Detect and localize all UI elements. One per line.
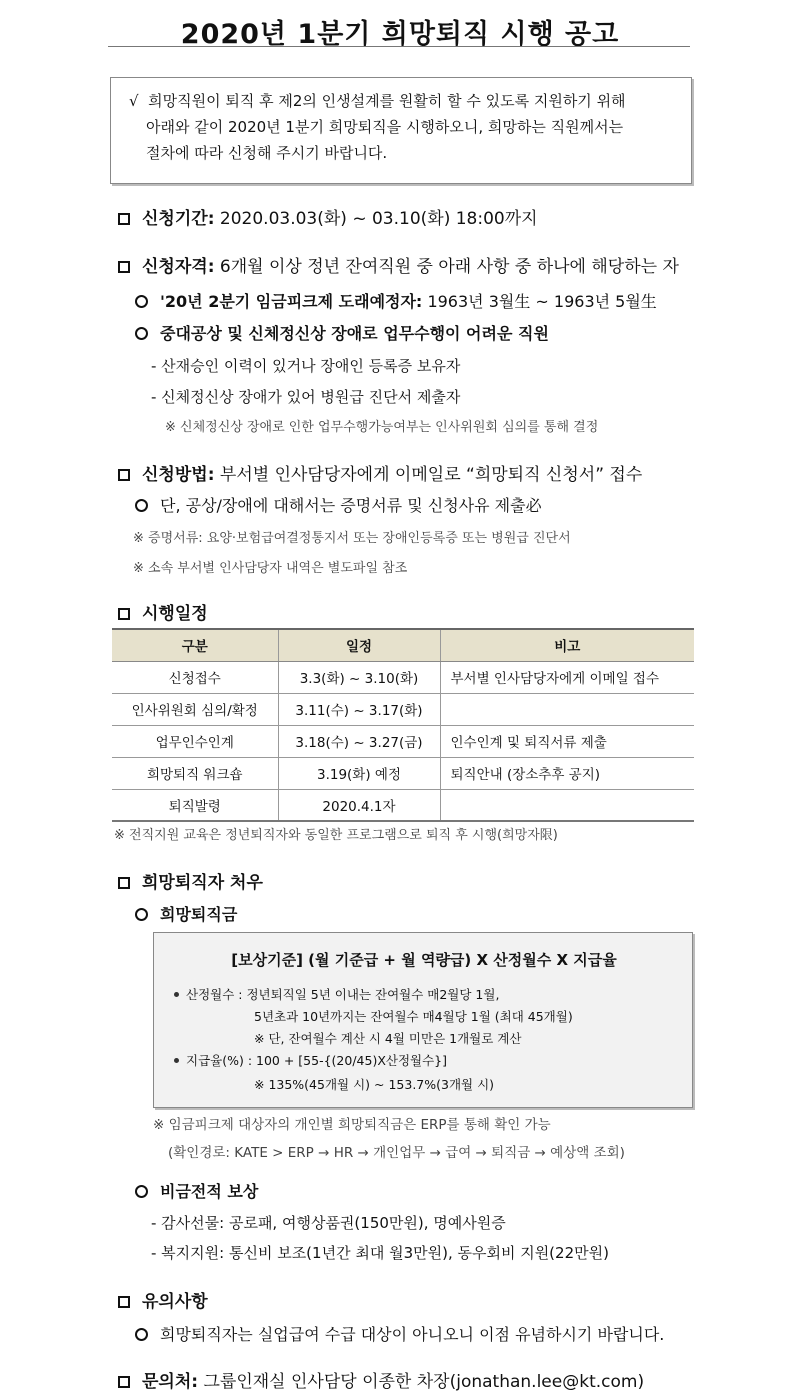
schedule-heading: 시행일정 [118,599,208,624]
square-bullet-icon [118,1376,130,1388]
square-bullet-icon [118,469,130,481]
circle-bullet-icon [135,327,148,340]
qualification-row: 신청자격: 6개월 이상 정년 잔여직원 중 아래 사항 중 하나에 해당하는 자 [118,252,679,277]
treatment-item-2: 비금전적 보상 [135,1179,258,1202]
square-bullet-icon [118,877,130,889]
circle-bullet-icon [135,908,148,921]
treatment-item-1: 희망퇴직금 [135,902,237,925]
table-cell: 3.11(수) ~ 3.17(화) [278,693,440,725]
circle-bullet-icon [135,1185,148,1198]
method-value: 부서별 인사담당자에게 이메일로 “희망퇴직 신청서” 접수 [219,465,643,485]
compensation-formula: [보상기준] (월 기준급 + 월 역량급) X 산정월수 X 지급율 [231,951,617,969]
table-row [112,757,694,789]
dot-bullet-icon [174,992,179,997]
treatment-heading: 희망퇴직자 처우 [118,868,263,893]
table-row [112,661,694,693]
compensation-line-1: 산정월수 : 정년퇴직일 5년 이내는 잔여월수 매2월당 1월, [174,985,499,1003]
square-bullet-icon [118,213,130,225]
table-cell: 부서별 인사담당자에게 이메일 접수 [440,661,694,693]
qualification-sub-1: - 산재승인 이력이 있거나 장애인 등록증 보유자 [151,357,461,375]
circle-bullet-icon [135,499,148,512]
title-divider [108,46,690,47]
table-cell: 희망퇴직 워크숍 [112,757,278,789]
notice-line-1: √ 희망직원이 퇴직 후 제2의 인생설계를 원활히 할 수 있도록 지원하기 위해 [129,92,626,110]
contact-value: 그룹인재실 인사담당 이종한 차장(jonathan.lee@kt.com) [203,1372,645,1392]
method-note-2: ※ 소속 부서별 인사담당자 내역은 별도파일 참조 [133,561,408,576]
table-cell: 퇴직발령 [112,789,278,821]
compensation-line-5: ※ 135%(45개월 시) ~ 153.7%(3개월 시) [254,1077,495,1092]
table-cell [440,789,694,821]
square-bullet-icon [118,1296,130,1308]
column-header: 구분 [112,629,278,661]
notice-box [110,77,692,184]
method-row: 신청방법: 부서별 인사담당자에게 이메일로 “희망퇴직 신청서” 접수 [118,460,642,485]
method-note-1: ※ 증명서류: 요양·보험급여결정통지서 또는 장애인등록증 또는 병원급 진단서 [133,531,571,546]
table-cell: 인사위원회 심의/확정 [112,693,278,725]
table-cell: 업무인수인계 [112,725,278,757]
treatment-note-1: ※ 임금피크제 대상자의 개인별 희망퇴직금은 ERP를 통해 확인 가능 [153,1117,551,1133]
table-cell: 퇴직안내 (장소추후 공지) [440,757,694,789]
table-cell: 인수인계 및 퇴직서류 제출 [440,725,694,757]
treatment-note-2: (확인경로: KATE > ERP → HR → 개인업무 → 급여 → 퇴직금 → 예상액 조회) [168,1145,625,1161]
table-cell: 2020.4.1자 [278,789,440,821]
method-item-1: 단, 공상/장애에 대해서는 증명서류 및 신청사유 제출必 [135,493,542,516]
table-row [112,789,694,821]
square-bullet-icon [118,608,130,620]
compensation-line-2: 5년초과 10년까지는 잔여월수 매4월당 1월 (최대 45개월) [254,1009,573,1024]
square-bullet-icon [118,261,130,273]
qualification-item-2: 중대공상 및 신체정신상 장애로 업무수행이 어려운 직원 [135,321,549,344]
table-cell: 3.3(화) ~ 3.10(화) [278,661,440,693]
page-title: 2020년 1분기 희망퇴직 시행 공고 [180,19,620,50]
caution-item-1: 희망퇴직자는 실업급여 수급 대상이 아니오니 이점 유념하시기 바랍니다. [135,1322,664,1345]
qualification-item-1: '20년 2분기 임금피크제 도래예정자: 1963년 3월生 ~ 1963년 5월生 [135,289,657,312]
notice-line-3: 절차에 따라 신청해 주시기 바랍니다. [146,144,388,162]
qualification-sub-2: - 신체정신상 장애가 있어 병원급 진단서 제출자 [151,388,461,406]
treatment-sub-1: - 감사선물: 공로패, 여행상품권(150만원), 명예사원증 [151,1214,506,1232]
column-header: 일정 [278,629,440,661]
period-row: 신청기간: 2020.03.03(화) ~ 03.10(화) 18:00까지 [118,204,538,229]
qualification-note: ※ 신체정신상 장애로 인한 업무수행가능여부는 인사위원회 심의를 통해 결정 [165,420,599,435]
column-header: 비고 [440,629,694,661]
schedule-note: ※ 전직지원 교육은 정년퇴직자와 동일한 프로그램으로 퇴직 후 시행(희망자限) [114,828,558,843]
table-row [112,693,694,725]
table-cell: 신청접수 [112,661,278,693]
circle-bullet-icon [135,295,148,308]
period-value: 2020.03.03(화) ~ 03.10(화) 18:00까지 [219,209,538,229]
table-cell: 3.18(수) ~ 3.27(금) [278,725,440,757]
treatment-sub-2: - 복지지원: 통신비 보조(1년간 최대 월3만원), 동우회비 지원(22만원) [151,1244,609,1262]
check-icon: √ [129,92,139,110]
dot-bullet-icon [174,1058,179,1063]
table-cell: 3.19(화) 예정 [278,757,440,789]
caution-heading: 유의사항 [118,1287,208,1312]
schedule-table [112,628,694,822]
compensation-line-3: ※ 단, 잔여월수 계산 시 4월 미만은 1개월로 계산 [254,1031,522,1046]
contact-row: 문의처: 그룹인재실 인사담당 이종한 차장(jonathan.lee@kt.com) [118,1367,644,1392]
table-row [112,725,694,757]
notice-line-2: 아래와 같이 2020년 1분기 희망퇴직을 시행하오니, 희망하는 직원께서는 [146,118,624,136]
table-header-row [112,629,694,661]
circle-bullet-icon [135,1328,148,1341]
compensation-box [153,932,693,1108]
qualification-value: 6개월 이상 정년 잔여직원 중 아래 사항 중 하나에 해당하는 자 [219,257,679,277]
table-cell [440,693,694,725]
compensation-line-4: 지급율(%) : 100 + [55-{(20/45)X산정월수}] [174,1051,447,1069]
